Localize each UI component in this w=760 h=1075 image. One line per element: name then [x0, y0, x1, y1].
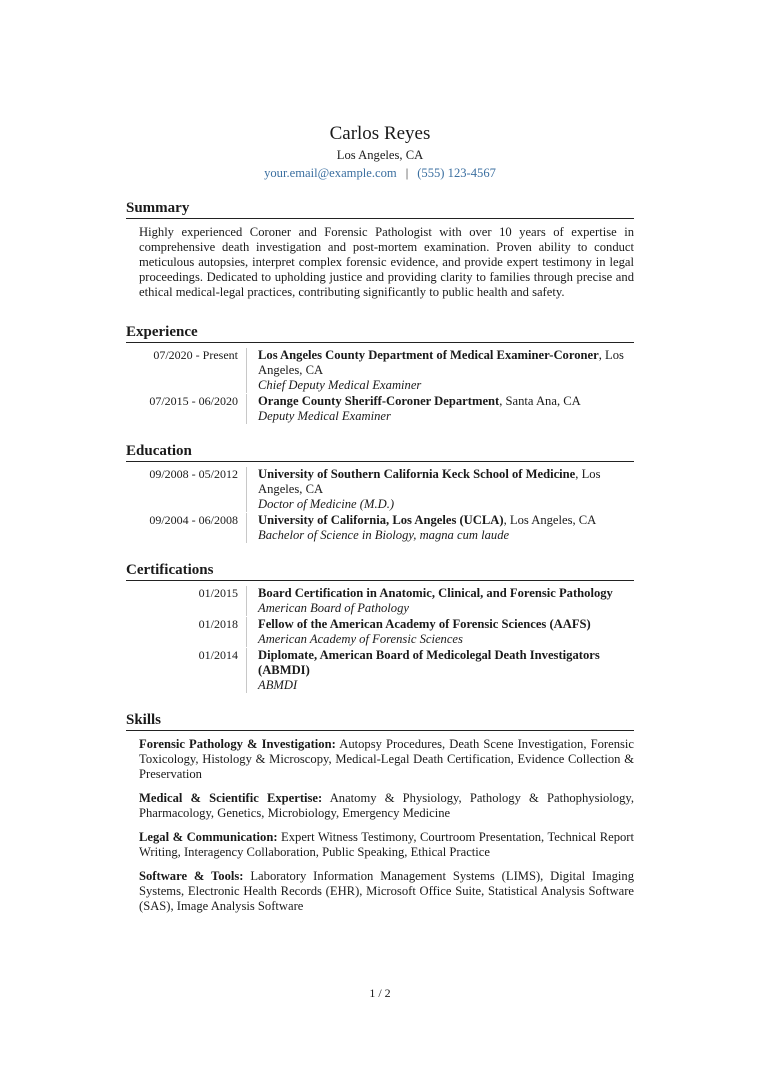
skill-group [139, 737, 634, 782]
entry-location: , Los Angeles, CA [503, 513, 597, 527]
entry-organization: Fellow of the American Academy of Forensic Sciences (AAFS) [258, 617, 591, 631]
entry-location: , Los Angeles, CA [258, 348, 624, 377]
skill-list: Autopsy Procedures, Death Scene Investigation, Forensic Toxicology, Histology & Microscopy, Medical-Legal Death Certification, Evidence Collection & Preservation [139, 737, 634, 781]
summary-text: Highly experienced Coroner and Forensic Pathologist with over 10 years of expertise in comprehensive death investigation and post-mortem examination. Proven ability to conduct meticulous autopsies, interpret complex forensic evidence, and provide expert testimony in legal proceedings. Dedicated to upholding justice and providing clarity to families through precise and ethical medical-legal practices, contributing significantly to public health and safety. [139, 225, 634, 299]
entry-role: Deputy Medical Examiner [258, 409, 391, 423]
skill-list: Expert Witness Testimony, Courtroom Presentation, Technical Report Writing, Interagency Collaboration, Public Speaking, Ethical Practice [139, 830, 634, 859]
experience-entry [126, 394, 634, 424]
certifications-heading: Certifications [126, 561, 634, 581]
skill-group [139, 869, 634, 914]
entry-role: Bachelor of Science in Biology, magna cum laude [258, 528, 510, 542]
entry-location: , Los Angeles, CA [258, 467, 601, 496]
candidate-location: Los Angeles, CA [336, 148, 424, 162]
experience-entry [126, 348, 634, 393]
experience-section [126, 323, 634, 424]
certifications-section [126, 561, 634, 693]
entry-organization: Los Angeles County Department of Medical Examiner-Coroner [258, 348, 599, 362]
summary-heading: Summary [126, 199, 634, 219]
skill-group [139, 830, 634, 860]
skills-heading: Skills [126, 711, 634, 731]
entry-date: 01/2018 [198, 617, 238, 631]
resume-page [126, 0, 634, 923]
skill-group [139, 791, 634, 821]
education-section [126, 442, 634, 543]
entry-date: 07/2015 - 06/2020 [149, 394, 238, 408]
certification-entry [126, 648, 634, 693]
entry-organization: University of Southern California Keck School of Medicine [258, 467, 576, 481]
email-link[interactable]: your.email@example.com [264, 166, 397, 180]
resume-header [126, 0, 634, 181]
entry-date: 01/2015 [198, 586, 238, 600]
skill-list: Laboratory Information Management Systems (LIMS), Digital Imaging Systems, Electronic Health Records (EHR), Microsoft Office Suite, Statistical Analysis Software (SAS), Image Analysis Software [139, 869, 634, 913]
education-entry [126, 513, 634, 543]
candidate-name: Carlos Reyes [329, 123, 431, 144]
entry-organization: Board Certification in Anatomic, Clinical, and Forensic Pathology [258, 586, 613, 600]
skill-list: Anatomy & Physiology, Pathology & Pathophysiology, Pharmacology, Genetics, Microbiology, Emergency Medicine [139, 791, 634, 820]
certification-entry [126, 617, 634, 647]
phone-link[interactable]: (555) 123-4567 [417, 166, 496, 180]
experience-heading: Experience [126, 323, 634, 343]
education-entry [126, 467, 634, 512]
skill-category: Software & Tools: [139, 869, 244, 883]
entry-organization: University of California, Los Angeles (UCLA) [258, 513, 504, 527]
skill-category: Medical & Scientific Expertise: [139, 791, 323, 805]
certification-entry [126, 586, 634, 616]
entry-role: Doctor of Medicine (M.D.) [258, 497, 395, 511]
summary-section [126, 199, 634, 300]
entry-issuer: American Academy of Forensic Sciences [258, 632, 463, 646]
contact-line [126, 166, 634, 181]
entry-organization: Orange County Sheriff-Coroner Department [258, 394, 500, 408]
skill-category: Legal & Communication: [139, 830, 278, 844]
skills-section [126, 711, 634, 914]
entry-date: 01/2014 [198, 648, 238, 662]
entry-issuer: American Board of Pathology [258, 601, 409, 615]
contact-separator: | [405, 166, 409, 180]
entry-role: Chief Deputy Medical Examiner [258, 378, 422, 392]
entry-issuer: ABMDI [258, 678, 298, 692]
education-heading: Education [126, 442, 634, 462]
entry-date: 07/2020 - Present [153, 348, 238, 362]
entry-date: 09/2004 - 06/2008 [149, 513, 238, 527]
entry-location: , Santa Ana, CA [499, 394, 581, 408]
entry-organization: Diplomate, American Board of Medicolegal Death Investigators (ABMDI) [258, 648, 600, 677]
entry-date: 09/2008 - 05/2012 [149, 467, 238, 481]
skill-category: Forensic Pathology & Investigation: [139, 737, 336, 751]
page-number: 1 / 2 [369, 986, 391, 1000]
